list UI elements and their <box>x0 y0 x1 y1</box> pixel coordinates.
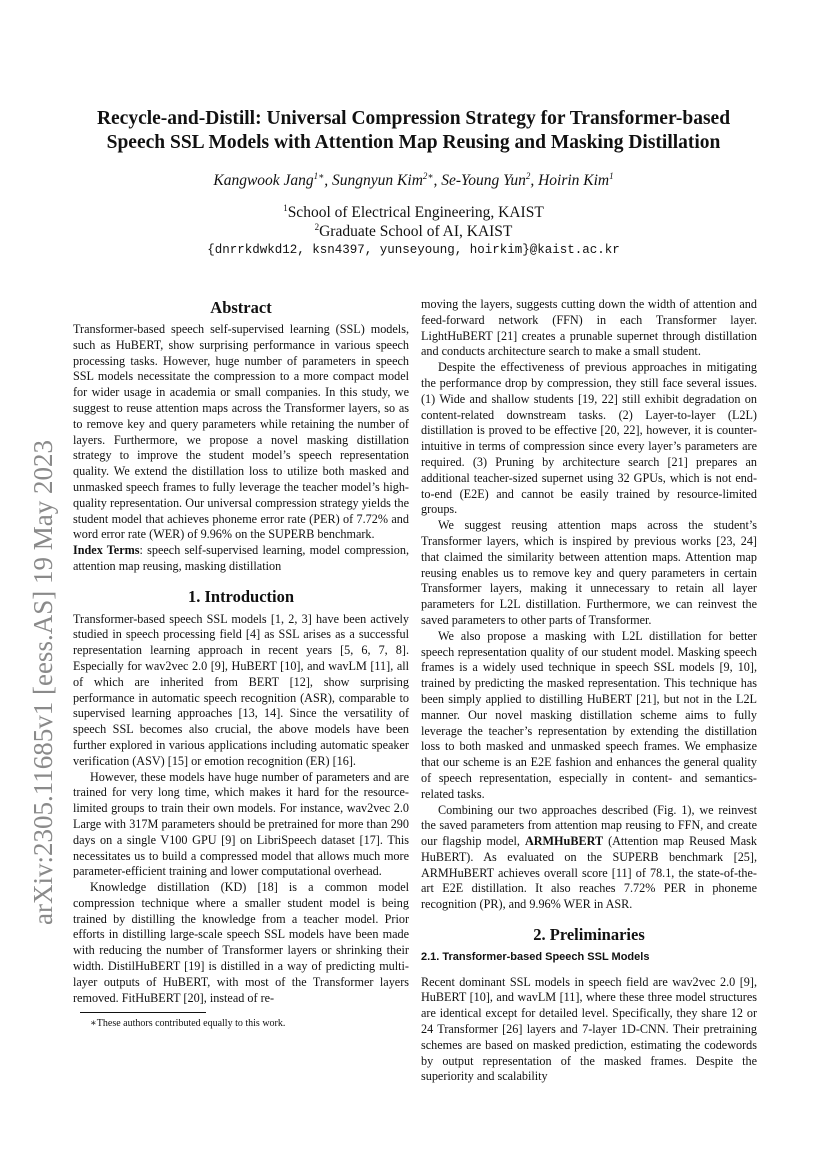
affiliation-mark: 2 <box>314 221 320 232</box>
right-column <box>421 297 757 1085</box>
affiliation-2 <box>60 223 767 241</box>
affiliation-1 <box>60 204 767 222</box>
left-column <box>73 322 409 1006</box>
abstract-heading: Abstract <box>210 298 272 317</box>
author-name: Kangwook Jang <box>213 172 314 189</box>
right-paragraph-3: We suggest reusing attention maps across the student’s Transformer layers, which is inspired by previous works [23, 24] that claimed the similarity between attention maps. Attention map reusing enables us to remove key and query parameters in certain Transformer layers, making it unnecessary to retain all layer parameters for L2L distillation. Furthermore, we can reinvest the saved parameters to other parts of Transformer. <box>421 518 757 627</box>
author-mark: 1 <box>609 170 614 181</box>
right-paragraph-1: moving the layers, suggests cutting down the width of attention and feed-forward network (FFN) in each Transformer layer. LightHuBERT [21] creates a prunable supernet through distillation and conducts architecture search to make a small student. <box>421 297 757 359</box>
model-name: ARMHuBERT <box>524 834 604 849</box>
p5-pre: Combining our two approaches described (Fig. 1), we reinvest the saved parameters from attention map reusing to FFN, and create our flagship model, <box>421 802 757 849</box>
model-expansion: (Attention map Reused Mask HuBERT) <box>421 834 758 864</box>
intro-paragraph-2: However, these models have huge number of parameters and are trained for very long time, which makes it hard for the resource-limited groups to train their own models. For instance, wav2vec 2.0 Large with 317M parameters should be pretrained for more than 290 days on a single V100 GPU [9] on LibriSpeech dataset [17]. This necessitates us to build a compressed model that allows much more parameter-efficient training and lower computational overhead. <box>73 769 409 879</box>
index-terms-label: Index Terms <box>73 543 140 558</box>
author-emails: {dnrrkdwkd12, ksn4397, yunseyoung, hoirkim}@kaist.ac.kr <box>207 243 620 257</box>
intro-paragraph-3: Knowledge distillation (KD) [18] is a common model compression technique where a smaller student model is being trained by distilling the knowledge from a teacher model. Prior efforts in distilling large-scale speech SSL models have been made with reducing the number of Transformer layers or shrinking their width. DistilHuBERT [19] is distilled in a way of predicting multi-layer outputs of HuBERT, with most of the Transformer layers removed. FitHuBERT [20], instead of re- <box>73 880 409 1005</box>
section-heading-preliminaries: 2. Preliminaries <box>533 925 645 945</box>
right-paragraph-2: Despite the effectiveness of previous approaches in mitigating the performance drop by compression, they still face several issues. (1) Wide and shallow students [19, 22] still exhibit degradation on content-related downstream tasks. (2) Layer-to-layer (L2L) distillation is proved to be effective [20, 22], however, it is counter-intuitive in terms of compression since every layer’s parameters are required. (3) Pruning by architecture search [21] prepares an additional teacher-sized supernet using 32 GPUs, which is not end-to-end (E2E) and cannot be easily trained by resource-limited groups. <box>421 360 757 517</box>
section-heading-introduction: 1. Introduction <box>187 586 295 606</box>
right-paragraph-6: Recent dominant SSL models in speech field are wav2vec 2.0 [9], HuBERT [10], and wavLM [11], where these three model structures are identical except for detailed level. Specifically, they share 12 or 24 Transformer [26] layers and 7-layer 1D-CNN. Their pretraining schemes are based on masked prediction, estimating the codewords by output representation of the masked frames. Despite the superiority and scalability <box>421 974 757 1084</box>
author-mark: 2 <box>525 170 531 181</box>
affiliation-text: School of Electrical Engineering, KAIST <box>287 204 544 221</box>
right-paragraph-5 <box>421 803 757 914</box>
paper-title-line-2: Speech SSL Models with Attention Map Reusing and Masking Distillation <box>106 132 721 153</box>
arxiv-side-label: arXiv:2305.11685v1 [eess.AS] 19 May 2023 <box>28 440 58 925</box>
affiliation-text: Graduate School of AI, KAIST <box>319 223 513 240</box>
p5-post: . As evaluated on the SUPERB benchmark [25], ARMHuBERT achieves overall score [11] of 78.1, the state-of-the-art E2E distillation. It also reaches 7.72% PER in phoneme recognition (PR), and 9.96% WER in ASR. <box>421 849 757 912</box>
footnote: ∗These authors contributed equally to this work. <box>90 1018 286 1029</box>
right-paragraph-4: We also propose a masking with L2L distillation for better speech representation quality of our student model. Masking speech frames is a widely used technique in speech SSL models [9, 10], trained by predicting the masked representation. This technique has been simply applied to distilling HuBERT [21], but not in the L2L manner. Our novel masking distillation scheme aims to fully leverage the teacher’s representation by extending the distillation loss to both masked and unmasked speech frames. We emphasize that our scheme is an E2E fashion and enhances the general quality of speech representation, especially in content- and semantics-related tasks. <box>421 628 757 801</box>
abstract-body: Transformer-based speech self-supervised learning (SSL) models, such as HuBERT, show surprising performance in various speech processing tasks. However, huge number of parameters in speech SSL models necessitate the compression to a more compact model for wider usage in academia or small companies. In this study, we suggest to reuse attention maps across the Transformer layers, so as to remove key and query parameters while retaining the number of layers. Furthermore, we propose a novel masking distillation strategy to improve the student model’s speech representation quality. We extend the distillation loss to utilize both masked and unmasked speech frames to fully leverage the teacher model’s high-quality representation. Our universal compression strategy yields the student model that achieves phoneme error rate (PER) of 7.72% and word error rate (WER) of 9.96% on the SUPERB benchmark. <box>73 322 409 542</box>
affiliation-mark: 1 <box>283 202 288 213</box>
author-name: Se-Young Yun <box>441 172 526 189</box>
subsection-heading: 2.1. Transformer-based Speech SSL Models <box>421 950 650 963</box>
paper-title-line-1: Recycle-and-Distill: Universal Compression Strategy for Transformer-based <box>96 108 731 129</box>
author-mark: 1∗ <box>313 170 325 181</box>
author-name: Sungnyun Kim <box>332 172 423 189</box>
author-list: Kangwook Jang$^{1∗}$, Sungnyun Kim$^{2∗}$, Se-Young Yun$^2$, Hoirin Kim$^1$ <box>213 170 614 189</box>
author-name: Hoirin Kim <box>538 172 610 189</box>
index-terms-text: : speech self-supervised learning, model compression, attention map reusing, masking distillation <box>73 543 410 573</box>
intro-paragraph-1: Transformer-based speech SSL models [1, 2, 3] have been actively studied in speech processing field [4] as SSL arises as a successful representation learning approach in recent years [5, 6, 7, 8]. Especially for wav2vec 2.0 [9], HuBERT [10], and wavLM [11], all of which are inherited from BERT [12], show surprising performance in automatic speech recognition (ASR), comparable to supervised learning approaches [13, 14]. Since the versatility of speech SSL becomes also crucial, the above models have been further explored in various applications including automatic speaker verification (ASV) [15] or emotion recognition (ER) [16]. <box>73 611 409 768</box>
author-mark: 2∗ <box>422 170 434 181</box>
footnote-divider <box>80 1012 206 1013</box>
index-terms <box>73 543 409 575</box>
